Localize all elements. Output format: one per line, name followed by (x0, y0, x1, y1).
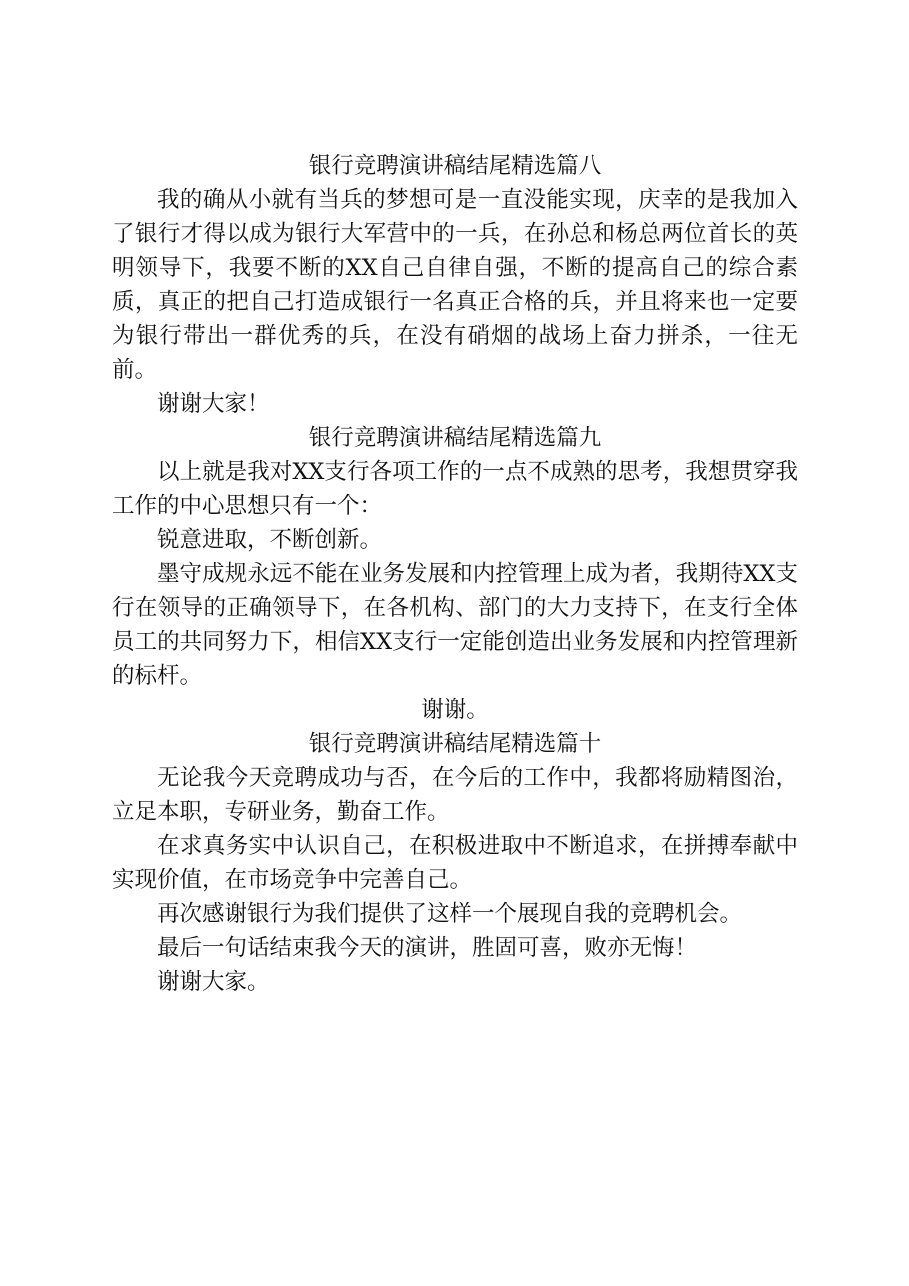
paragraph-centered: 谢谢。 (421, 697, 489, 723)
section-title-9: 银行竞聘演讲稿结尾精选篇九 (308, 425, 602, 451)
paragraph: 谢谢大家。 (157, 969, 270, 995)
paragraph: 锐意进取，不断创新。 (157, 527, 383, 553)
paragraph: 墨守成规永远不能在业务发展和内控管理上成为者，我期待XX支行在领导的正确领导下，在各机构、部门的大力支持下，在支行全体员工的共同努力下，相信XX支行一定能创造出业务发展和内控管理新的标杆。 (112, 561, 798, 689)
paragraph: 最后一句话结束我今天的演讲，胜固可喜，败亦无悔！ (157, 935, 698, 961)
paragraph: 我的确从小就有当兵的梦想可是一直没能实现，庆幸的是我加入了银行才得以成为银行大军营中的一兵，在孙总和杨总两位首长的英明领导下，我要不断的XX自己自律自强，不断的提高自己的综合素质，真正的把自己打造成银行一名真正合格的兵，并且将来也一定要为银行带出一群优秀的兵，在没有硝烟的战场上奋力拼杀，一往无前。 (112, 187, 798, 383)
section-title-10: 银行竞聘演讲稿结尾精选篇十 (308, 731, 602, 757)
paragraph: 无论我今天竞聘成功与否，在今后的工作中，我都将励精图治，立足本职，专研业务，勤奋工作。 (112, 765, 798, 825)
document-body (112, 149, 798, 999)
paragraph: 在求真务实中认识自己，在积极进取中不断追求，在拼搏奉献中实现价值，在市场竞争中完善自己。 (112, 833, 798, 893)
paragraph: 以上就是我对XX支行各项工作的一点不成熟的思考，我想贯穿我工作的中心思想只有一个： (112, 459, 798, 519)
paragraph: 谢谢大家！ (157, 391, 270, 417)
section-title-8: 银行竞聘演讲稿结尾精选篇八 (308, 153, 602, 179)
paragraph: 再次感谢银行为我们提供了这样一个展现自我的竞聘机会。 (157, 901, 743, 927)
